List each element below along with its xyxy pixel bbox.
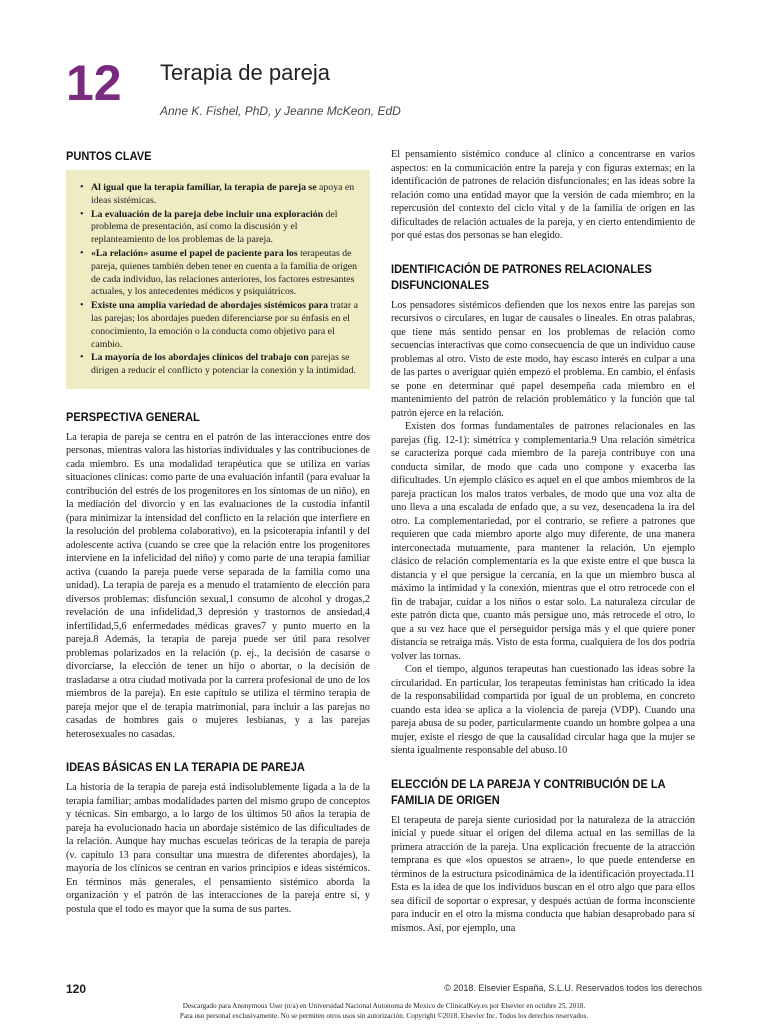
left-column <box>66 148 370 916</box>
key-point-text: tratar a las parejas; los abordajes pueden diferenciarse por su énfasis en el conocimiento, la emoción o la conducta como objetivo para el cambio. <box>91 300 358 350</box>
key-point-item <box>78 209 360 247</box>
overview-heading: PERSPECTIVA GENERAL <box>66 409 200 424</box>
chapter-number: 12 <box>66 55 122 111</box>
basic-ideas-paragraph: La historia de la terapia de pareja está indisolublemente ligada a la de la terapia familiar; ambas modalidades parten del mismo grupo de conceptos y técnicas. Sin embargo, a lo largo de los últimos 50 años la terapia de pareja ha evolucionado hacia un abordaje sistémico de las dificultades de la relación. Aunque hay muchas escuelas teóricas de la terapia de pareja (v. capítulo 13 para consultar una muestra de diferentes abordajes), la mayoría de los clínicos se centran en varios principios e ideas sistémicos. En términos más generales, el pensamiento sistémico aborda la organización y el patrón de las interacciones de la pareja entre sí, y postula que el todo es mayor que la suma de sus partes. <box>66 782 370 915</box>
key-point-lead: La mayoría de los abordajes clínicos del trabajo con <box>91 352 309 364</box>
patterns-paragraph-2: Existen dos formas fundamentales de patrones relacionales en las parejas (fig. 12-1): simétrica y complementaria.9 Una relación simétrica se caracteriza porque cada miembro de la pareja contribuye con una conducta similar, de modo que cada uno compone y exacerba las dificultades. Un ejemplo clásico es aquel en el que ambos miembros de la pareja practican los malos tratos verbales, de modo que una voz alta de uno lleva a una escalada de enfado que, a su vez, desencadena la ira del otro. La complementariedad, por el contrario, se refiere a patrones que requieren que cada miembro aporte algo muy diferente, de una manera interconectada mutuamente, para mantener la relación. Un ejemplo clásico de relación complementaria es la que existe entre el que busca la distancia y el que persigue la cercanía, en la que un miembro busca al máximo la intimidad y la conexión, mientras que el otro retrocede con el fin de trabajar, cuidar a los niños o estar solo. La naturaleza circular de este patrón dicta que, cuanto más persigue uno, más retrocede el otro, lo que a su vez hace que el perseguidor persiga más y el que quiere poner distancia se retraiga más. Visto de esta forma, cualquiera de los dos podría volver las tornas. <box>391 421 695 662</box>
download-note-line-2: Para uso personal exclusivamente. No se permiten otros usos sin autorización. Copyright ©2018. Elsevier Inc. Todos los derechos reservados. <box>179 1012 589 1020</box>
download-note-line-1: Descargado para Anonymous User (n/a) en Universidad Nacional Autonoma de Mexico de ClinicalKey.es por Elsevier en octubre 25, 2018. <box>182 1002 586 1010</box>
key-point-text: terapeutas de pareja, quienes también deben tener en cuenta a la familia de origen de cada individuo, las relaciones anteriores, los factores estresantes actuales, y los antecedentes médicos y psiquiátricos. <box>91 247 358 298</box>
key-point-item <box>78 248 360 299</box>
partner-choice-heading: ELECCIÓN DE LA PAREJA Y CONTRIBUCIÓN DE LA FAMILIA DE ORIGEN <box>391 776 666 807</box>
patterns-paragraph-1: Los pensadores sistémicos defienden que los nexos entre las parejas son recursivos o circulares, en lugar de causales o lineales. En otras palabras, que tiene más sentido pensar en los problemas de relación como secuencias interactivas que como consecuencia de que un individuo cause problemas al otro. Visto de este modo, hay escaso interés en culpar a una de las partes o averiguar quién empezó el problema. En cambio, el énfasis se pone en determinar qué papel desempeña cada miembro en el mantenimiento del patrón de relación problemático y la función que tal patrón ejerce en la relación. <box>391 299 695 419</box>
key-points-list <box>78 182 360 378</box>
key-point-item <box>78 182 360 208</box>
chapter-title: Terapia de pareja <box>160 60 331 85</box>
patterns-heading: IDENTIFICACIÓN DE PATRONES RELACIONALES DISFUNCIONALES <box>391 261 652 292</box>
patterns-paragraph-3: Con el tiempo, algunos terapeutas han cuestionado las ideas sobre la circularidad. En particular, los terapeutas feministas han criticado la idea de la responsabilidad compartida por igual de un problema, en concreto cuando esta idea se aplica a la violencia de pareja (VDP). Cuando una pareja abusa de su poder, particularmente cuando un hombre golpea a una mujer, existe el riesgo de que la causalidad circular haga que la mujer se sienta igualmente responsable del abuso.10 <box>391 664 695 756</box>
page-number: 120 <box>66 982 87 996</box>
chapter-authors: Anne K. Fishel, PhD, y Jeanne McKeon, EdD <box>160 104 401 118</box>
key-point-lead: «La relación» asume el papel de paciente para los <box>91 247 298 259</box>
partner-choice-paragraph: El terapeuta de pareja siente curiosidad por la naturaleza de la atracción inicial y puede situar el origen del dilema actual en las semillas de la primera atracción de la pareja. Una explicación frecuente de la atracción temprana es que «los opuestos se atraen», lo que puede entenderse en términos de la estructura psicodinámica de la identificación proyectada.11 Esta es la idea de que los individuos buscan en el otro algo que para ellos sea difícil de soportar o expresar, y después actúan de forma inconsciente para inducir en el otro la misma conducta que habían desaprobado para sí mismos. Así, por ejemplo, una <box>391 814 695 934</box>
download-note <box>0 1001 768 1021</box>
key-point-lead: Al igual que la terapia familiar, la terapia de pareja se <box>91 182 317 193</box>
key-point-item <box>78 352 360 378</box>
key-points-box <box>66 170 370 389</box>
basic-ideas-heading: IDEAS BÁSICAS EN LA TERAPIA DE PAREJA <box>66 760 305 775</box>
key-point-lead: Existe una amplia variedad de abordajes sistémicos para <box>91 300 329 312</box>
key-point-text: apoya en ideas sistémicas. <box>91 182 355 206</box>
right-column <box>391 148 695 935</box>
systemic-thinking-paragraph: El pensamiento sistémico conduce al clínico a concentrarse en varios aspectos: en la comunicación entre la pareja y con figuras externas; en la identificación de patrones de relación disfuncionales; en las ideas sobre la relación como una entidad mayor que la versión de cada miembro; en la repercusión del contexto del ciclo vital y de la familia de origen en las dificultades de relación actuales de la pareja, y en cierto entendimiento de por qué estas dos personas se han elegido. <box>391 149 695 241</box>
copyright-notice: © 2018. Elsevier España, S.L.U. Reservados todos los derechos <box>444 983 702 993</box>
key-point-text: parejas se dirigen a reducir el conflicto y potenciar la conexión y la intimidad. <box>91 352 356 377</box>
key-point-item <box>78 300 360 351</box>
overview-paragraph: La terapia de pareja se centra en el patrón de las interacciones entre dos personas, mientras valora las historias individuales y las contribuciones de cada miembro. Es una modalidad terapéutica que se utiliza en varias situaciones clínicas: como parte de una evaluación infantil (para evaluar la contribución del estrés de los progenitores en los síntomas de un niño), en la mediación del divorcio y en las evaluaciones de la custodia infantil (para minimizar la intensidad del conflicto en la relación que interfiere en la resolución del problema colaborativo), en la psicoterapia infantil y del adolescente activa (cuando se cree que la relación entre los progenitores interviene en la infelicidad del niño) y como parte de una terapia familiar activa (cuando la pareja puede verse separada de la familia como una unidad). La terapia de pareja es a menudo el tratamiento de elección para diversos problemas: disfunción sexual,1 consumo de alcohol y drogas,2 revelación de una infidelidad,3 depresión y trastornos de ansiedad,4 infertilidad,5,6 enfermedades médicas graves7 y punto muerto en la pareja.8 Además, la terapia de pareja puede ser útil para resolver problemas polarizados en la relación (p. ej., la decisión de casarse o divorciarse, la elección de tener un hijo o abortar, o la decisión de trasladarse a otra ciudad motivada por la carrera profesional de uno de los miembros de la pareja). En este capítulo se utiliza el término terapia de pareja mejor que el de terapia matrimonial, para incluir a las parejas no casadas de hombres gais o mujeres lesbianas, y a las parejas heterosexuales no casadas. <box>66 431 370 740</box>
key-point-text: del problema de presentación, así como la discusión y el replanteamiento de los problemas de la pareja. <box>91 208 338 246</box>
key-point-lead: La evaluación de la pareja debe incluir una exploración <box>91 208 324 220</box>
key-points-heading: PUNTOS CLAVE <box>66 149 152 163</box>
